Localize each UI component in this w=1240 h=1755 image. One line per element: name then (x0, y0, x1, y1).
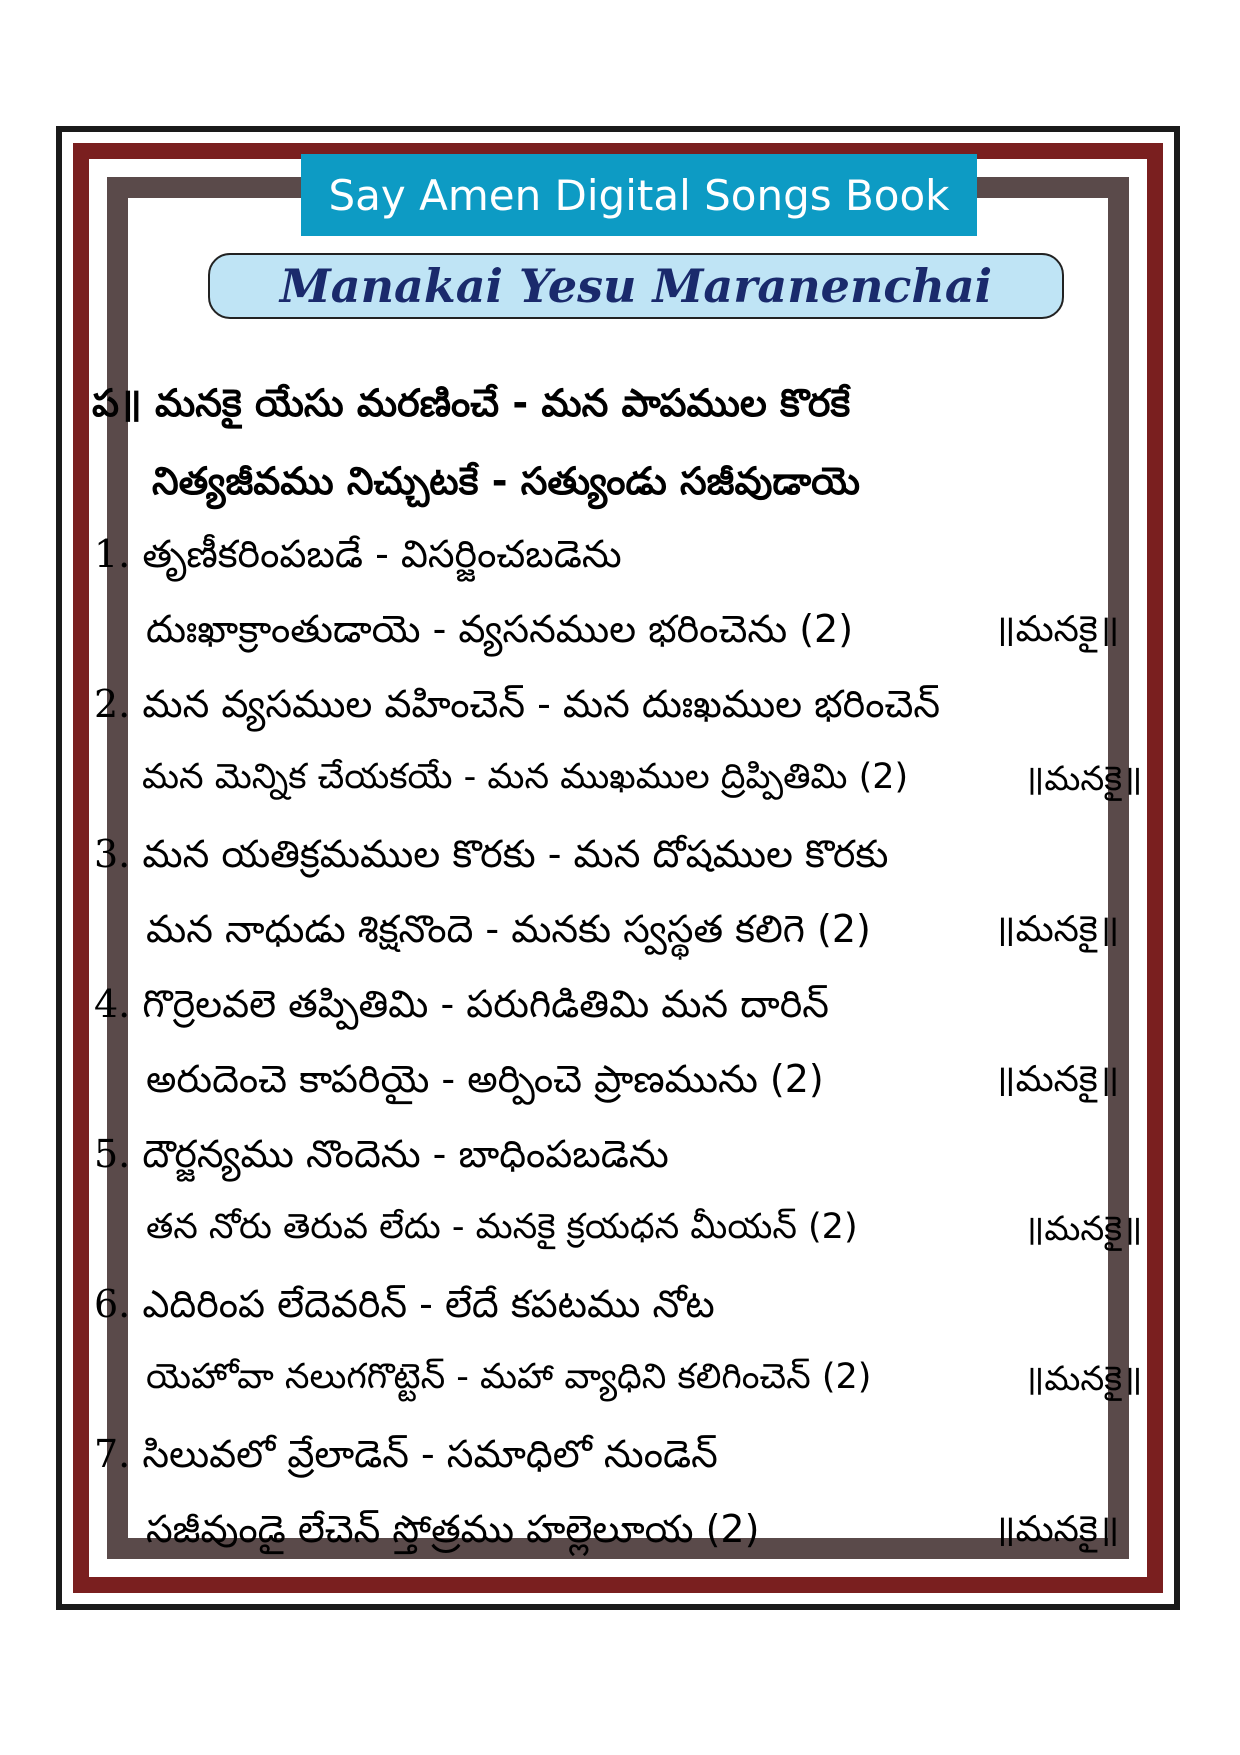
verse-2-line-2: మన మెన్నిక చేయకయే - మన ముఖముల ద్రిప్పితిమి (2) (142, 757, 909, 797)
verse-3-line-2: మన నాధుడు శిక్షనొందె - మనకు స్వస్థత కలిగె (2) (146, 907, 871, 951)
refrain-marker: ॥మనకై॥ (994, 609, 1120, 650)
verse-text: ఎదిరింప లేదెవరిన్ - లేదే కపటము నోట (142, 1282, 715, 1326)
song-title: Manakai Yesu Maranenchai (208, 253, 1064, 319)
chorus-prefix: ప॥ (92, 381, 142, 425)
chorus-line-2: నిత్యజీవము నిచ్చుటకే - సత్యుండు సజీవుడాయె (152, 459, 861, 503)
verse-1-line-2: దుఃఖాక్రాంతుడాయె - వ్యసనముల భరించెను (2) (146, 607, 854, 651)
book-title-banner: Say Amen Digital Songs Book (301, 154, 977, 236)
verse-text: దౌర్జన్యము నొందెను - బాధింపబడెను (142, 1132, 669, 1176)
verse-number: 1. (94, 532, 131, 576)
verse-3-line-1 (94, 832, 889, 876)
verse-5-line-2: తన నోరు తెరువ లేదు - మనకై క్రయధన మీయన్ (2) (146, 1207, 858, 1247)
refrain-marker: ॥మనకై॥ (994, 909, 1120, 950)
verse-number: 2. (94, 682, 131, 726)
verse-text: మన యతిక్రమముల కొరకు - మన దోషముల కొరకు (142, 832, 889, 876)
verse-text: మన వ్యసముల వహించెన్ - మన దుఃఖముల భరించెన్ (142, 682, 941, 726)
refrain-marker: ॥మనకై॥ (994, 1059, 1120, 1100)
verse-4-line-1 (94, 982, 829, 1026)
refrain-marker: ॥మనకై॥ (994, 1509, 1120, 1550)
verse-number: 4. (94, 982, 131, 1026)
verse-1-line-1 (94, 532, 622, 576)
verse-5-line-1 (94, 1132, 669, 1176)
verse-number: 5. (94, 1132, 131, 1176)
chorus-line-1 (92, 381, 851, 425)
verse-7-line-1 (94, 1432, 718, 1476)
verse-number: 3. (94, 832, 131, 876)
verse-6-line-1 (94, 1282, 715, 1326)
verse-text: సిలువలో వ్రేలాడెన్ - సమాధిలో నుండెన్ (142, 1432, 718, 1476)
verse-number: 7. (94, 1432, 131, 1476)
refrain-marker: ॥మనకై॥ (1024, 759, 1143, 799)
chorus-text-1: మనకై యేసు మరణించే - మన పాపముల కొరకే (155, 381, 851, 425)
verse-2-line-1 (94, 682, 941, 726)
verse-text: తృణీకరింపబడే - విసర్జించబడెను (142, 532, 622, 576)
verse-7-line-2: సజీవుండై లేచెన్ స్తోత్రము హల్లెలూయ (2) (146, 1507, 760, 1551)
refrain-marker: ॥మనకై॥ (1024, 1359, 1143, 1399)
verse-6-line-2: యెహోవా నలుగగొట్టెన్ - మహా వ్యాధిని కలిగించెన్ (2) (146, 1357, 872, 1397)
refrain-marker: ॥మనకై॥ (1024, 1209, 1143, 1249)
verse-text: గొర్రెలవలె తప్పితిమి - పరుగిడితిమి మన దారిన్ (142, 982, 829, 1026)
verse-number: 6. (94, 1282, 131, 1326)
verse-4-line-2: అరుదెంచె కాపరియై - అర్పించె ప్రాణమును (2) (146, 1057, 824, 1101)
